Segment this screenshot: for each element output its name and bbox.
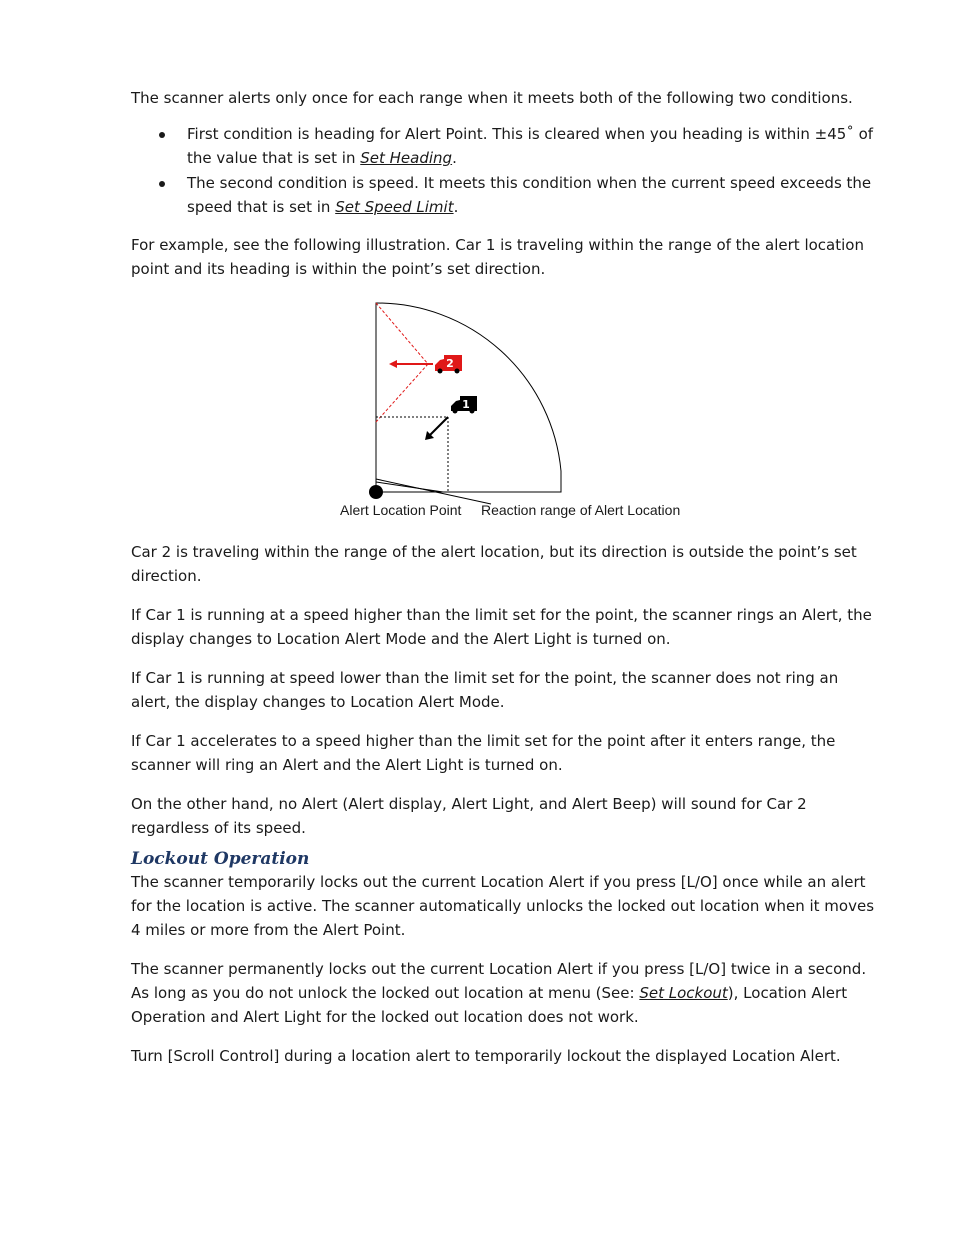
heading-cone-upper [376,303,428,364]
lockout-text-end: ), Location Alert Operation and Alert Light for the locked out location does not work. [131,984,848,1026]
body-paragraph: Car 2 is traveling within the range of the alert location, but its direction is outside the point’s set direction. [131,543,857,585]
bullet-text-end: . [453,198,459,216]
lockout-paragraph: Turn [Scroll Control] during a location alert to temporarily lockout the displayed Location Alert. [131,1047,841,1065]
heading-cone-lower [376,364,428,422]
range-diagram [131,296,876,534]
list-item [131,171,876,219]
conditions-list [131,122,876,219]
body-paragraph: If Car 1 is running at speed lower than the limit set for the point, the scanner does not ring an alert, the display changes to Location Alert Mode. [131,669,839,711]
alert-point-icon [369,485,383,499]
bullet-text-end: . [452,149,457,167]
car1-heading-arrow [429,417,448,436]
lockout-paragraph: The scanner temporarily locks out the current Location Alert if you press [L/O] once while an alert for the location is active. The scanner automatically unlocks the locked out location when it moves 4 miles or more from the Alert Point. [131,873,875,939]
label-leader-line-2 [376,482,443,492]
car1-number: 1 [462,398,470,411]
bullet-icon [159,132,165,138]
car2-arrowhead-icon [389,360,397,368]
bullet-text: The second condition is speed. It meets this condition when the current speed exceeds the speed that is set in [187,174,872,216]
bullet-icon [159,181,165,187]
lockout-text: The scanner permanently locks out the current Location Alert if you press [L/O] twice in a second. As long as you do not unlock the locked out location at menu (See: [131,960,867,1002]
body-paragraph: If Car 1 accelerates to a speed higher than the limit set for the point after it enters range, the scanner will ring an Alert and the Alert Light is turned on. [131,732,836,774]
bullet-text: First condition is heading for Alert Point. This is cleared when you heading is within ±45˚ of the value that is set in [187,125,874,167]
car2-number: 2 [446,357,454,370]
body-paragraph: If Car 1 is running at a speed higher than the limit set for the point, the scanner rings an Alert, the display changes to Location Alert Mode and the Alert Light is turned on. [131,606,872,648]
page-content [131,86,876,1068]
list-item [131,122,876,170]
example-paragraph: For example, see the following illustration. Car 1 is traveling within the range of the alert location point and its heading is within the point’s set direction. [131,236,864,278]
set-lockout-link[interactable]: Set Lockout [639,984,728,1002]
alert-range-illustration [131,296,876,534]
reaction-range-label: Reaction range of Alert Location [481,502,681,518]
alert-location-point-label: Alert Location Point [340,502,462,518]
intro-paragraph: The scanner alerts only once for each range when it meets both of the following two conditions. [131,89,853,107]
lockout-paragraph [131,957,876,1029]
set-heading-link[interactable]: Set Heading [360,149,453,167]
body-paragraph: On the other hand, no Alert (Alert display, Alert Light, and Alert Beep) will sound for Car 2 regardless of its speed. [131,795,807,837]
set-speed-limit-link[interactable]: Set Speed Limit [335,198,454,216]
section-heading: Lockout Operation [131,849,310,869]
